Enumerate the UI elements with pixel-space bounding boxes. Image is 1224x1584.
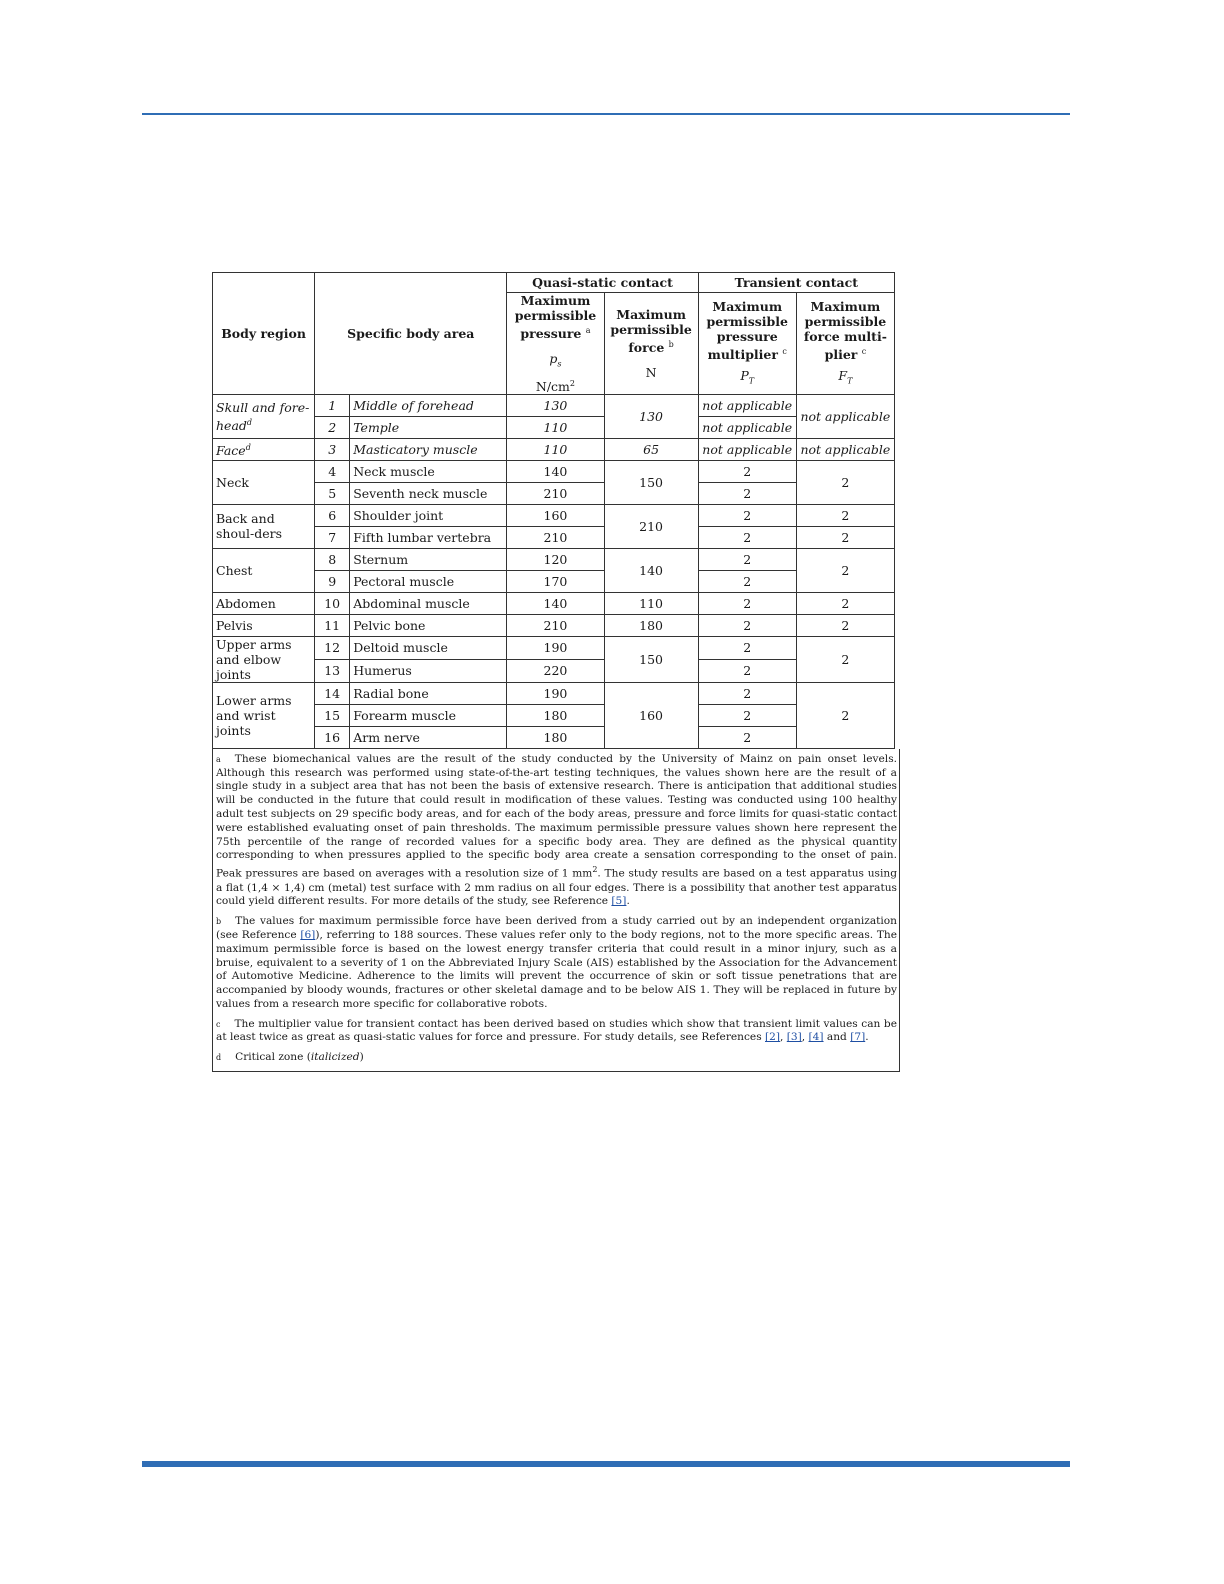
- area-name: Temple: [350, 416, 507, 438]
- table-footnotes: [212, 749, 900, 1072]
- symbol-ps: $p_s$: [549, 351, 562, 369]
- area-name: Fifth lumbar vertebra: [350, 526, 507, 548]
- header-body-region: Body region: [213, 273, 315, 395]
- area-name: Radial bone: [350, 682, 507, 704]
- table-row: [213, 504, 895, 526]
- area-name: Forearm muscle: [350, 704, 507, 726]
- force-value: 150: [604, 460, 698, 504]
- force-value: 160: [604, 682, 698, 748]
- area-number: 10: [315, 592, 350, 614]
- pressure-value: 140: [507, 460, 604, 482]
- header-rule: [142, 113, 1070, 115]
- region-cell: Face$^d$: [213, 438, 315, 460]
- biomechanical-limits-table: [212, 272, 895, 749]
- reference-link[interactable]: [2]: [765, 1031, 781, 1044]
- force-multiplier-value: 2: [796, 548, 894, 592]
- force-value: 65: [604, 438, 698, 460]
- pressure-value: 120: [507, 548, 604, 570]
- pressure-multiplier-value: 2: [698, 504, 796, 526]
- table-row: [213, 704, 895, 726]
- area-name: Arm nerve: [350, 726, 507, 748]
- pressure-multiplier-value: 2: [698, 704, 796, 726]
- reference-link[interactable]: [4]: [808, 1031, 824, 1044]
- force-multiplier-value: not applicable: [796, 394, 894, 438]
- region-cell: Skull and fore-head$^d$: [213, 394, 315, 438]
- force-multiplier-value: 2: [796, 504, 894, 526]
- table-row: [213, 726, 895, 748]
- area-name: Deltoid muscle: [350, 636, 507, 659]
- area-name: Sternum: [350, 548, 507, 570]
- pressure-multiplier-value: 2: [698, 659, 796, 682]
- region-cell: Neck: [213, 460, 315, 504]
- area-number: 6: [315, 504, 350, 526]
- pressure-multiplier-value: 2: [698, 526, 796, 548]
- region-cell: Back and shoul-ders: [213, 504, 315, 548]
- area-number: 13: [315, 659, 350, 682]
- area-name: Shoulder joint: [350, 504, 507, 526]
- pressure-multiplier-value: 2: [698, 548, 796, 570]
- table-row: [213, 460, 895, 482]
- header-quasi-static: Quasi-static contact: [507, 273, 698, 293]
- table-row: [213, 659, 895, 682]
- table-row: [213, 682, 895, 704]
- pressure-multiplier-value: 2: [698, 592, 796, 614]
- pressure-value: 210: [507, 614, 604, 636]
- pressure-value: 210: [507, 482, 604, 504]
- header-force-multiplier: Maximum permissible force multi-plier $^c$ $F_T$: [796, 293, 894, 395]
- pressure-multiplier-value: not applicable: [698, 394, 796, 416]
- header-transient: Transient contact: [698, 273, 894, 293]
- pressure-multiplier-value: 2: [698, 460, 796, 482]
- area-name: Pelvic bone: [350, 614, 507, 636]
- pressure-value: 210: [507, 526, 604, 548]
- table-row: [213, 636, 895, 659]
- area-name: Seventh neck muscle: [350, 482, 507, 504]
- area-number: 1: [315, 394, 350, 416]
- pressure-value: 110: [507, 416, 604, 438]
- pressure-value: 160: [507, 504, 604, 526]
- unit-force: N: [645, 364, 657, 380]
- force-value: 130: [604, 394, 698, 438]
- header-max-force: Maximum permissible force $^b$ N: [604, 293, 698, 395]
- area-name: Pectoral muscle: [350, 570, 507, 592]
- force-multiplier-value: 2: [796, 614, 894, 636]
- header-pressure-multiplier: Maximum permissible pressure multiplier $^c$ $P_T$: [698, 293, 796, 395]
- table-row: [213, 570, 895, 592]
- footnote-c: $^c$ The multiplier value for transient contact has been derived based on studies which show that transient limit values can be at least twice as great as quasi-static values for force and pressure. For study details, see References [2], [3], [4] and [7].: [216, 1017, 897, 1044]
- area-number: 15: [315, 704, 350, 726]
- area-name: Abdominal muscle: [350, 592, 507, 614]
- area-number: 4: [315, 460, 350, 482]
- area-number: 2: [315, 416, 350, 438]
- pressure-multiplier-value: 2: [698, 636, 796, 659]
- pressure-multiplier-value: 2: [698, 726, 796, 748]
- footnote-d: $^d$ Critical zone (italicized): [216, 1051, 364, 1064]
- area-number: 7: [315, 526, 350, 548]
- force-value: 210: [604, 504, 698, 548]
- table-row: [213, 438, 895, 460]
- pressure-value: 190: [507, 636, 604, 659]
- symbol-pt: $P_T$: [740, 367, 755, 386]
- pressure-multiplier-value: 2: [698, 570, 796, 592]
- reference-link[interactable]: [3]: [786, 1031, 802, 1044]
- unit-pressure: $N/cm^2$: [535, 378, 576, 394]
- pressure-multiplier-value: not applicable: [698, 438, 796, 460]
- pressure-value: 220: [507, 659, 604, 682]
- pressure-value: 110: [507, 438, 604, 460]
- reference-link[interactable]: [5]: [611, 895, 627, 908]
- pressure-multiplier-value: 2: [698, 482, 796, 504]
- header-specific-area: Specific body area: [315, 273, 507, 395]
- body-region-limits-table-block: [212, 272, 895, 1072]
- table-row: [213, 394, 895, 416]
- area-number: 8: [315, 548, 350, 570]
- symbol-ft: $F_T$: [838, 367, 853, 386]
- force-value: 150: [604, 636, 698, 682]
- reference-link[interactable]: [7]: [850, 1031, 866, 1044]
- region-cell: Upper arms and elbow joints: [213, 636, 315, 682]
- area-name: Masticatory muscle: [350, 438, 507, 460]
- area-number: 11: [315, 614, 350, 636]
- table-row: [213, 614, 895, 636]
- pressure-value: 140: [507, 592, 604, 614]
- force-multiplier-value: 2: [796, 636, 894, 682]
- area-number: 9: [315, 570, 350, 592]
- force-multiplier-value: 2: [796, 592, 894, 614]
- pressure-multiplier-value: not applicable: [698, 416, 796, 438]
- area-name: Middle of forehead: [350, 394, 507, 416]
- pressure-multiplier-value: 2: [698, 614, 796, 636]
- area-name: Neck muscle: [350, 460, 507, 482]
- area-number: 5: [315, 482, 350, 504]
- force-value: 140: [604, 548, 698, 592]
- region-cell: Abdomen: [213, 592, 315, 614]
- footer-rule: [142, 1461, 1070, 1467]
- pressure-value: 130: [507, 394, 604, 416]
- region-cell: Chest: [213, 548, 315, 592]
- pressure-value: 180: [507, 726, 604, 748]
- region-cell: Lower arms and wrist joints: [213, 682, 315, 748]
- area-number: 16: [315, 726, 350, 748]
- pressure-value: 170: [507, 570, 604, 592]
- pressure-multiplier-value: 2: [698, 682, 796, 704]
- header-max-pressure: Maximum permissible pressure $^a$ $p_s$ $N/cm^2$: [507, 293, 604, 395]
- force-multiplier-value: 2: [796, 526, 894, 548]
- table-row: [213, 548, 895, 570]
- footnote-b: $^b$ The values for maximum permissible force have been derived from a study carried out by an independent organization (see Reference [6]), referring to 188 sources. These values refer only to the body regions, not to the more specific areas. The maximum permissible force is based on the lowest energy transfer criteria that could result in a minor injury, such as a bruise, equivalent to a severity of 1 on the Abbreviated Injury Scale (AIS) established by the Association for the Advancement of Automotive Medicine. Adherence to the limits will prevent the occurrence of skin or soft tissue penetrations that are accompanied by bloody wounds, fractures or other skeletal damage and to be below AIS 1. They will be replaced in future by values from a research more specific for collaborative robots.: [216, 915, 897, 1010]
- pressure-value: 180: [507, 704, 604, 726]
- force-multiplier-value: 2: [796, 460, 894, 504]
- area-name: Humerus: [350, 659, 507, 682]
- force-multiplier-value: not applicable: [796, 438, 894, 460]
- table-row: [213, 482, 895, 504]
- pressure-value: 190: [507, 682, 604, 704]
- area-number: 12: [315, 636, 350, 659]
- region-cell: Pelvis: [213, 614, 315, 636]
- table-row: [213, 416, 895, 438]
- force-multiplier-value: 2: [796, 682, 894, 748]
- reference-link[interactable]: [6]: [300, 928, 316, 941]
- table-row: [213, 526, 895, 548]
- force-value: 180: [604, 614, 698, 636]
- area-number: 3: [315, 438, 350, 460]
- force-value: 110: [604, 592, 698, 614]
- table-row: [213, 592, 895, 614]
- footnote-a: $^a$ These biomechanical values are the result of the study conducted by the University of Mainz on pain onset levels. Although this research was performed using state-of-the-art testing techniques, the values shown here are the result of a single study in a subject area that has not been the basis of extensive research. There is anticipation that additional studies will be conducted in the future that could result in modification of these values. Testing was conducted using 100 healthy adult test subjects on 29 specific body areas, and for each of the body areas, pressure and force limits for quasi-static contact were established evaluating onset of pain thresholds. The maximum permissible pressure values shown here represent the 75th percentile of the range of recorded values for a specific body area. They are defined as the physical quantity corresponding to when pressures applied to the specific body area create a sensation corresponding to the onset of pain. Peak pressures are based on averages with a resolution size of 1 $mm^2$. The study results are based on a test apparatus using a flat (1,4 × 1,4) cm (metal) test surface with 2 mm radius on all four edges. There is a possibility that another test apparatus could yield different results. For more details of the study, see Reference [5].: [216, 752, 897, 908]
- area-number: 14: [315, 682, 350, 704]
